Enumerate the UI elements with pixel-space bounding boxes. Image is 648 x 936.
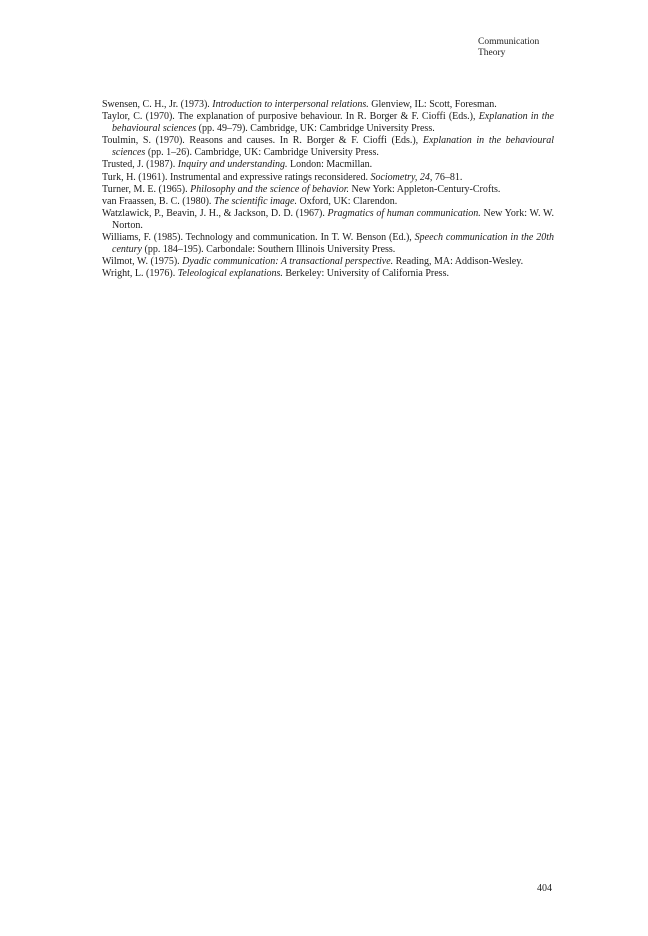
- reference-item: [102, 135, 554, 159]
- reference-item: [102, 172, 554, 184]
- reference-title: Introduction to interpersonal relations.: [212, 99, 369, 110]
- reference-text: Turk, H. (1961). Instrumental and expressive ratings reconsidered.: [102, 171, 371, 183]
- reference-item: [102, 196, 554, 208]
- reference-text: Trusted, J. (1987).: [102, 159, 178, 171]
- reference-text: (pp. 1–26). Cambridge, UK: Cambridge University Press.: [145, 147, 379, 159]
- reference-text: Toulmin, S. (1970). Reasons and causes. In R. Borger & F. Cioffi (Eds.),: [102, 135, 423, 147]
- reference-title: The scientific image.: [213, 195, 297, 207]
- reference-text: (pp. 49–79). Cambridge, UK: Cambridge University Press.: [196, 123, 435, 135]
- running-head-line-2: Theory: [478, 48, 506, 58]
- reference-text: Taylor, C. (1970). The explanation of purposive behaviour. In R. Borger & F. Cioffi (Eds.),: [102, 111, 479, 123]
- reference-text: Reading, MA: Addison-Wesley.: [393, 256, 524, 268]
- reference-text: van Fraassen, B. C. (1980).: [102, 195, 214, 207]
- reference-title: Teleological explanations.: [177, 268, 283, 280]
- reference-title: Speech communication in the 20th century: [112, 232, 554, 256]
- reference-title: Explanation in the behavioural sciences: [112, 135, 555, 159]
- reference-item: [102, 256, 554, 268]
- reference-item: [102, 184, 554, 196]
- reference-item: [102, 111, 554, 135]
- page-number: 404: [537, 883, 552, 894]
- reference-text: (pp. 184–195). Carbondale: Southern Illinois University Press.: [142, 244, 396, 256]
- reference-item: [102, 232, 554, 256]
- reference-title: Explanation in the behavioural sciences: [112, 111, 554, 135]
- reference-text: New York: Appleton-Century-Crofts.: [348, 183, 501, 195]
- reference-title: Pragmatics of human communication.: [327, 207, 481, 219]
- running-head-line-1: Communication: [478, 37, 540, 47]
- reference-title: Inquiry and understanding.: [177, 159, 288, 171]
- running-head: [478, 37, 539, 59]
- reference-item: [102, 99, 554, 111]
- reference-text: Oxford, UK: Clarendon.: [296, 195, 398, 207]
- reference-title: Sociometry, 24,: [370, 171, 433, 183]
- reference-list: [102, 99, 554, 280]
- reference-title: Philosophy and the science of behavior.: [190, 183, 349, 195]
- reference-text: Turner, M. E. (1965).: [102, 183, 191, 195]
- reference-text: 76–81.: [432, 171, 463, 183]
- reference-title: Dyadic communication: A transactional perspective.: [182, 256, 394, 268]
- reference-text: New York: W. W. Norton.: [112, 207, 554, 231]
- reference-item: [102, 208, 554, 232]
- reference-text: Wilmot, W. (1975).: [102, 256, 183, 268]
- reference-text: Wright, L. (1976).: [102, 268, 178, 280]
- reference-text: London: Macmillan.: [287, 159, 373, 171]
- reference-text: Swensen, C. H., Jr. (1973).: [102, 99, 213, 110]
- reference-text: Berkeley: University of California Press.: [282, 268, 449, 280]
- reference-text: Williams, F. (1985). Technology and communication. In T. W. Benson (Ed.),: [102, 232, 415, 244]
- reference-text: Glenview, IL: Scott, Foresman.: [368, 99, 497, 110]
- reference-text: Watzlawick, P., Beavin, J. H., & Jackson, D. D. (1967).: [102, 207, 328, 219]
- reference-item: [102, 268, 554, 280]
- reference-item: [102, 159, 554, 171]
